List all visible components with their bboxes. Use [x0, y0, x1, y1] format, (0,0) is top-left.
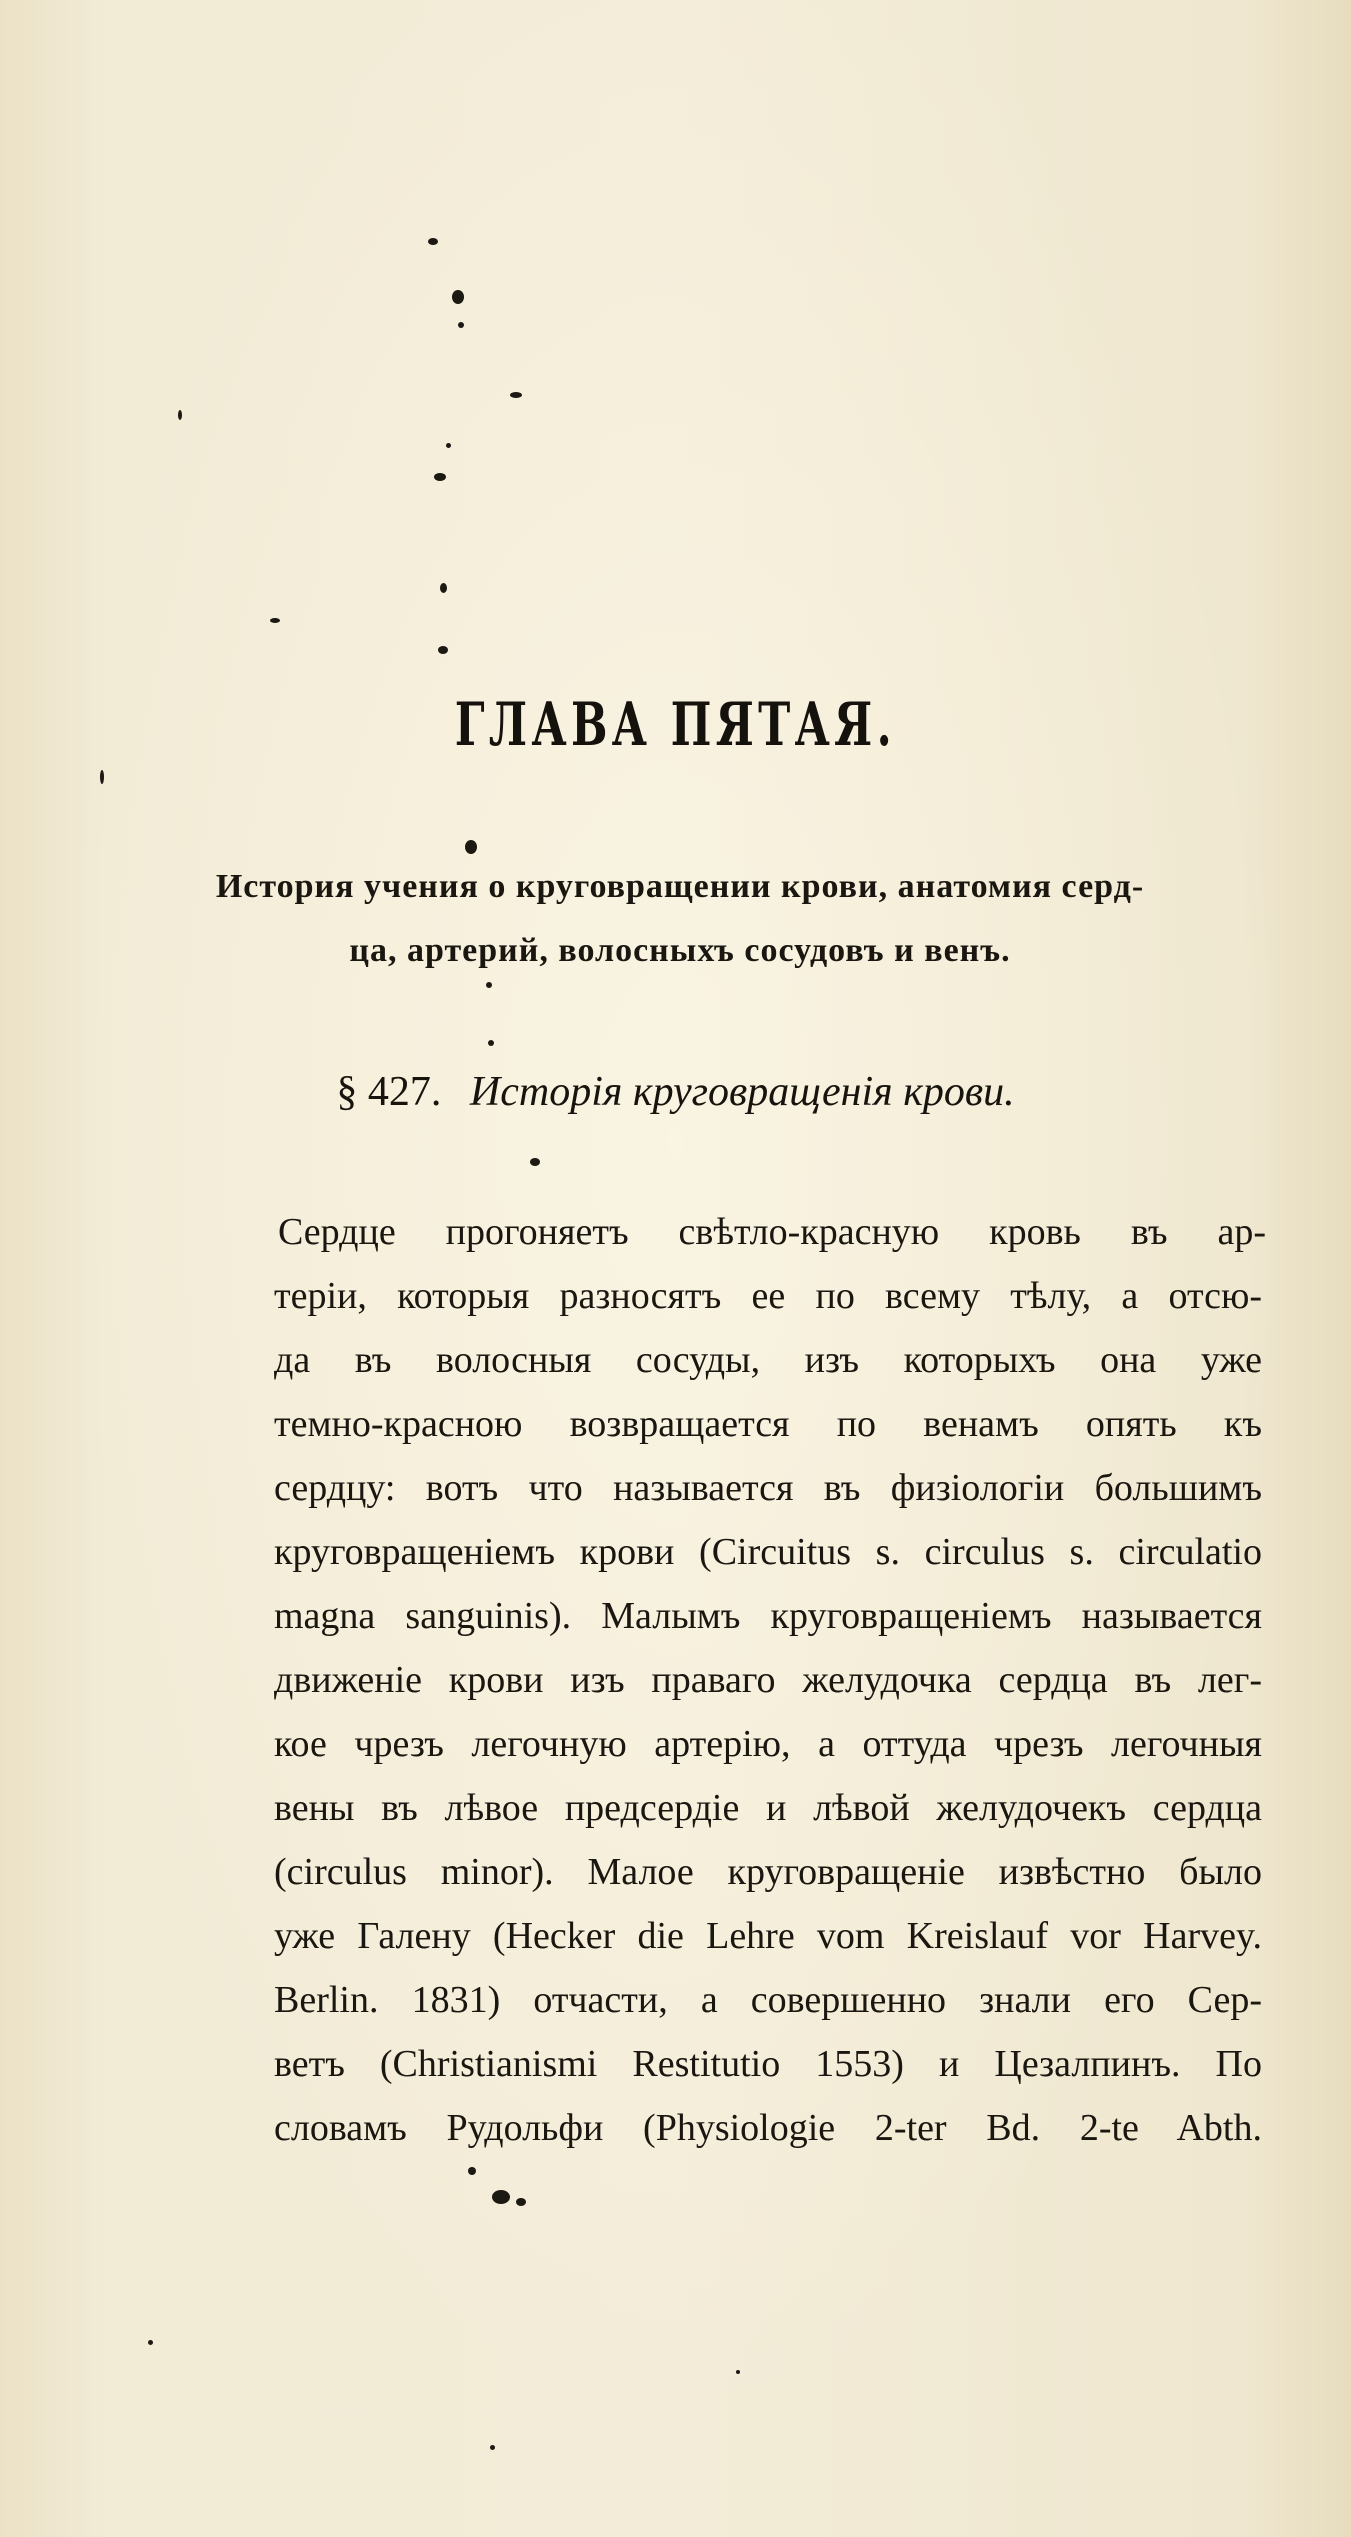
ink-speck [438, 646, 448, 654]
body-text-line: вены въ лѣвое предсердіе и лѣвой желудочекъ сердца [274, 1787, 1262, 1829]
ink-speck [428, 238, 438, 245]
ink-speck [488, 1040, 494, 1046]
ink-speck [486, 982, 492, 988]
ink-speck [270, 618, 280, 623]
chapter-subtitle-line: История учения о круговращении крови, анатомия серд- [215, 868, 1145, 905]
body-text-line: magna sanguinis). Малымъ круговращеніемъ называется [274, 1595, 1262, 1637]
body-text-line: круговращеніемъ крови (Circuitus s. circulus s. circulatio [274, 1531, 1262, 1573]
body-text-line: ветъ (Christianismi Restitutio 1553) и Цезалпинъ. По [274, 2043, 1262, 2085]
ink-speck [492, 2190, 510, 2204]
ink-speck [446, 443, 451, 448]
ink-speck [516, 2198, 526, 2206]
ink-speck [468, 2167, 476, 2175]
body-text-line: сердцу: вотъ что называется въ физіологіи большимъ [274, 1467, 1262, 1509]
body-text-line: темно-красною возвращается по венамъ опять къ [274, 1403, 1262, 1445]
body-text-line: словамъ Рудольфи (Physiologie 2-ter Bd. 2-te Abth. [274, 2107, 1262, 2149]
body-text-line: (circulus minor). Малое круговращеніе извѣстно было [274, 1851, 1262, 1893]
ink-speck [465, 840, 477, 854]
body-text-line: Сердце прогоняетъ свѣтло-красную кровь въ ар- [278, 1211, 1266, 1253]
chapter-title: ГЛАВА ПЯТАЯ. [454, 690, 896, 760]
ink-speck [458, 322, 464, 328]
body-text-line: Berlin. 1831) отчасти, а совершенно знали его Сер- [274, 1979, 1262, 2021]
section-title: Исторія круговращенія крови. [469, 1069, 1015, 1115]
ink-speck [148, 2340, 153, 2345]
section-heading [0, 1068, 1351, 1116]
ink-speck [452, 290, 464, 304]
ink-speck [530, 1158, 540, 1166]
body-text-line: уже Галену (Hecker die Lehre vom Kreislauf vor Harvey. [274, 1915, 1262, 1957]
ink-speck [100, 770, 104, 784]
body-text-line: теріи, которыя разносятъ ее по всему тѣлу, а отсю- [274, 1275, 1262, 1317]
ink-speck [440, 583, 447, 593]
ink-speck [434, 473, 446, 481]
body-text-line: движеніе крови изъ праваго желудочка сердца въ лег- [274, 1659, 1262, 1701]
body-text-line: да въ волосныя сосуды, изъ которыхъ она уже [274, 1339, 1262, 1381]
ink-speck [736, 2370, 740, 2374]
ink-speck [178, 410, 182, 420]
section-number: § 427. [336, 1069, 442, 1115]
body-text-line: кое чрезъ легочную артерію, а оттуда чрезъ легочныя [274, 1723, 1262, 1765]
chapter-subtitle-line: ца, артерий, волосныхъ сосудовъ и венъ. [349, 932, 1011, 969]
ink-speck [510, 392, 522, 398]
ink-speck [490, 2445, 495, 2450]
